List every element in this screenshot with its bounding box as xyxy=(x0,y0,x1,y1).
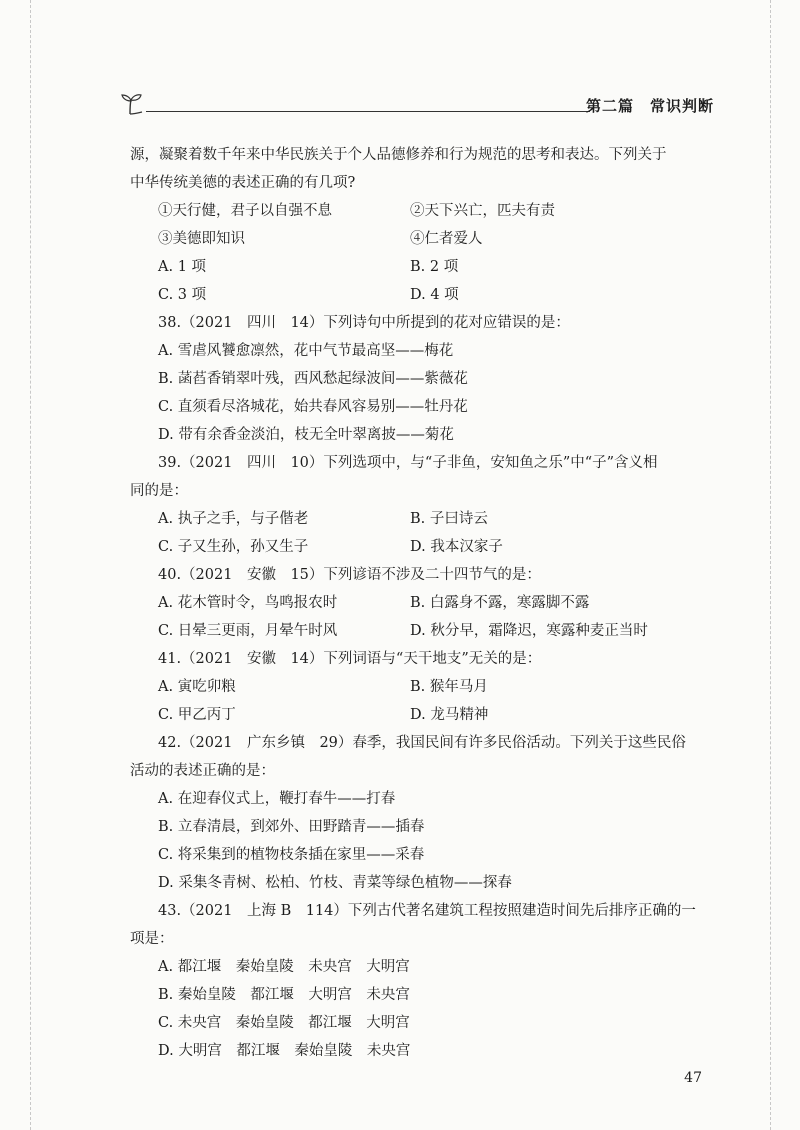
q39-options-row-1 xyxy=(130,505,710,533)
q41-stem: 41.（2021 安徽 14）下列词语与“天干地支”无关的是： xyxy=(158,651,542,667)
scan-edge-left xyxy=(30,0,32,1130)
q41-options-row-1 xyxy=(130,673,710,701)
q41-option-b: B. 猴年马月 xyxy=(410,679,488,695)
q40-options-row-2 xyxy=(130,617,710,645)
q41-option-d: D. 龙马精神 xyxy=(410,707,489,723)
q39-option-d: D. 我本汉家子 xyxy=(410,539,503,555)
q40-option-b: B. 白露身不露，寒露脚不露 xyxy=(410,595,590,611)
q38-stem: 38.（2021 四川 14）下列诗句中所提到的花对应错误的是： xyxy=(158,315,570,331)
header-rule xyxy=(146,111,590,112)
q37-option-b: B. 2 项 xyxy=(410,259,459,275)
q39-option-c: C. 子又生孙，孙又生子 xyxy=(158,539,309,555)
page-number: 47 xyxy=(684,1070,702,1086)
q43-option-a: A. 都江堰 秦始皇陵 未央宫 大明宫 xyxy=(158,959,410,975)
q39-options-row-2 xyxy=(130,533,710,561)
q42-stem-line-1: 42.（2021 广东乡镇 29）春季，我国民间有许多民俗活动。下列关于这些民俗 xyxy=(158,735,686,751)
scan-edge-right xyxy=(770,0,772,1130)
q43-stem-line-1: 43.（2021 上海 B 114）下列古代著名建筑工程按照建造时间先后排序正确的一 xyxy=(158,903,696,919)
q37-options-row-1 xyxy=(130,253,710,281)
q41-option-a: A. 寅吃卯粮 xyxy=(158,679,236,695)
q42-option-d: D. 采集冬青树、松柏、竹枝、青菜等绿色植物——探春 xyxy=(158,875,512,891)
q38-option-d: D. 带有余香金淡泊，枝无全叶翠离披——菊花 xyxy=(158,427,454,443)
q38-option-a: A. 雪虐风饕愈凛然，花中气节最高坚——梅花 xyxy=(158,343,454,359)
q43-option-b: B. 秦始皇陵 都江堰 大明宫 未央宫 xyxy=(158,987,410,1003)
q37-option-d: D. 4 项 xyxy=(410,287,459,303)
q38-option-c: C. 直须看尽洛城花，始共春风容易别——牡丹花 xyxy=(158,399,468,415)
q37-item-3: ③美德即知识 xyxy=(158,231,245,247)
q37-options-row-2 xyxy=(130,281,710,309)
q41-option-c: C. 甲乙丙丁 xyxy=(158,707,236,723)
page-content xyxy=(130,141,710,1065)
q40-option-d: D. 秋分早，霜降迟，寒露种麦正当时 xyxy=(410,623,648,639)
page-header xyxy=(118,92,714,118)
q43-option-d: D. 大明宫 都江堰 秦始皇陵 未央宫 xyxy=(158,1043,411,1059)
q42-option-b: B. 立春清晨，到郊外、田野踏青——插春 xyxy=(158,819,425,835)
q40-options-row-1 xyxy=(130,589,710,617)
q42-option-a: A. 在迎春仪式上，鞭打春牛——打春 xyxy=(158,791,396,807)
q38-option-b: B. 菡萏香销翠叶残，西风愁起绿波间——紫薇花 xyxy=(158,371,468,387)
q39-stem-line-2: 同的是： xyxy=(130,483,188,499)
q37-option-c: C. 3 项 xyxy=(158,287,207,303)
q39-option-b: B. 子曰诗云 xyxy=(410,511,488,527)
q40-stem: 40.（2021 安徽 15）下列谚语不涉及二十四节气的是： xyxy=(158,567,541,583)
q43-stem-line-2: 项是： xyxy=(130,931,174,947)
q40-option-a: A. 花木管时令，鸟鸣报农时 xyxy=(158,595,338,611)
q42-option-c: C. 将采集到的植物枝条插在家里——采春 xyxy=(158,847,425,863)
q37-option-a: A. 1 项 xyxy=(158,259,207,275)
q43-option-c: C. 未央宫 秦始皇陵 都江堰 大明宫 xyxy=(158,1015,410,1031)
q42-stem-line-2: 活动的表述正确的是： xyxy=(130,763,275,779)
q37-text-line-2: 中华传统美德的表述正确的有几项? xyxy=(130,175,356,191)
sprout-icon xyxy=(118,92,144,116)
q40-option-c: C. 日晕三更雨，月晕午时风 xyxy=(158,623,338,639)
q37-item-2: ②天下兴亡，匹夫有责 xyxy=(410,203,555,219)
q37-item-1: ①天行健，君子以自强不息 xyxy=(158,203,332,219)
header-title: 第二篇 常识判断 xyxy=(585,97,714,115)
q41-options-row-2 xyxy=(130,701,710,729)
q39-stem-line-1: 39.（2021 四川 10）下列选项中，与“子非鱼，安知鱼之乐”中“子”含义相 xyxy=(158,455,658,471)
q37-items-row-2 xyxy=(130,225,710,253)
q37-item-4: ④仁者爱人 xyxy=(410,231,483,247)
q37-items-row-1 xyxy=(130,197,710,225)
q37-text-line-1: 源，凝聚着数千年来中华民族关于个人品德修养和行为规范的思考和表达。下列关于 xyxy=(130,147,667,163)
q39-option-a: A. 执子之手，与子偕老 xyxy=(158,511,309,527)
